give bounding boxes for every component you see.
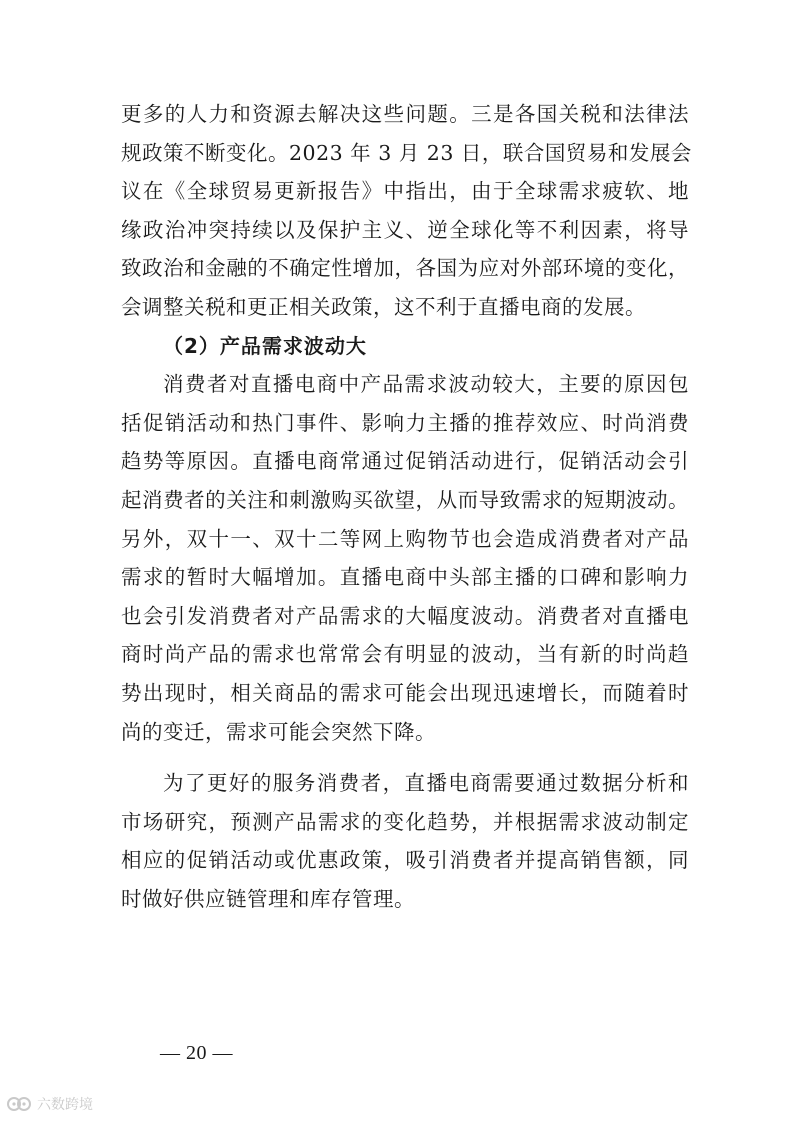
paragraph-line: 商时尚产品的需求也常常会有明显的波动，当有新的时尚趋 [121, 642, 689, 667]
watermark-text: 六数跨境 [37, 1097, 93, 1113]
page-number: — 20 — [160, 1042, 233, 1064]
paragraph-line: 为了更好的服务消费者，直播电商需要通过数据分析和 [163, 771, 689, 796]
paragraph-line: 相应的促销活动或优惠政策，吸引消费者并提高销售额，同 [121, 848, 689, 873]
paragraph-line: 消费者对直播电商中产品需求波动较大，主要的原因包 [163, 372, 689, 397]
paragraph-1 [121, 95, 692, 327]
paragraph-line: 势出现时，相关商品的需求可能会出现迅速增长，而随着时 [121, 680, 689, 705]
paragraph-line: 更多的人力和资源去解决这些问题。三是各国关税和法律法 [121, 102, 689, 126]
paragraph-line: 缘政治冲突持续以及保护主义、逆全球化等不利因素，将导 [121, 217, 689, 242]
watermark-logo-icon [4, 1093, 34, 1115]
paragraph-2 [121, 365, 689, 751]
paragraph-line: 市场研究，预测产品需求的变化趋势，并根据需求波动制定 [121, 809, 689, 834]
paragraph-line: 也会引发消费者对产品需求的大幅度波动。消费者对直播电 [121, 603, 689, 628]
paragraph-line: 尚的变迁，需求可能会突然下降。 [121, 719, 436, 744]
paragraph-line: 另外，双十一、双十二等网上购物节也会造成消费者对产品 [121, 526, 689, 551]
watermark [4, 1093, 93, 1115]
paragraph-3 [121, 764, 689, 918]
document-page [121, 95, 692, 918]
paragraph-line: 议在《全球贸易更新报告》中指出，由于全球需求疲软、地 [121, 179, 689, 204]
paragraph-line: 时做好供应链管理和库存管理。 [121, 886, 415, 911]
paragraph-line: 致政治和金融的不确定性增加，各国为应对外部环境的变化， [121, 256, 689, 281]
paragraph-line: 起消费者的关注和刺激购买欲望，从而导致需求的短期波动。 [121, 487, 689, 512]
paragraph-gap [121, 751, 689, 764]
paragraph-line: 趋势等原因。直播电商常通过促销活动进行，促销活动会引 [121, 449, 689, 474]
paragraph-line: 规政策不断变化。2023 年 3 月 23 日，联合国贸易和发展会 [121, 140, 692, 165]
paragraph-line: 括促销活动和热门事件、影响力主播的推荐效应、时尚消费 [121, 410, 689, 435]
paragraph-line: 会调整关税和更正相关政策，这不利于直播电商的发展。 [121, 294, 646, 319]
paragraph-line: 需求的暂时大幅增加。直播电商中头部主播的口碑和影响力 [121, 565, 689, 590]
section-heading: （2）产品需求波动大 [163, 333, 367, 358]
